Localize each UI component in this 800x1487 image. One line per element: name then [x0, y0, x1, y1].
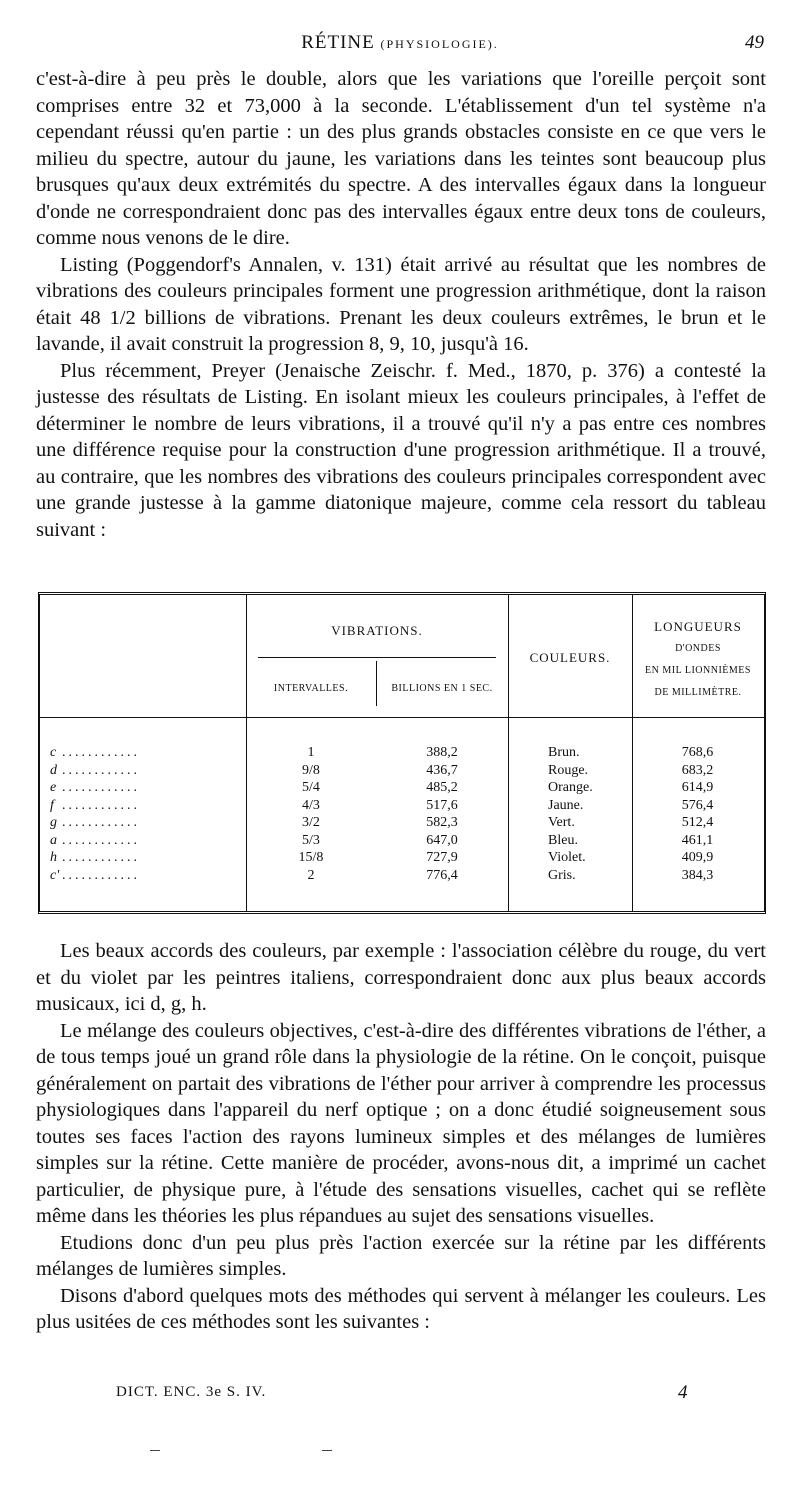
interval-cell: 4/3 — [302, 797, 320, 813]
print-mark — [150, 1450, 160, 1451]
table-row — [40, 745, 764, 763]
interval-cell: 15/8 — [298, 850, 324, 865]
leader-dots: ............ — [62, 832, 140, 848]
leader-dots: ............ — [62, 797, 140, 813]
table-row — [40, 780, 764, 798]
color-cell: Orange. — [548, 780, 593, 795]
header-longueurs: LONGUEURS — [654, 619, 742, 634]
header-subtitle: (PHYSIOLOGIE). — [380, 37, 499, 51]
billions-cell: 485,2 — [426, 780, 458, 795]
length-cell: 576,4 — [681, 797, 714, 813]
billions-cell: 727,9 — [426, 850, 458, 865]
billions-cell: 776,4 — [426, 867, 458, 883]
length-cell: 614,9 — [681, 780, 714, 795]
interval-cell: 1 — [307, 745, 315, 760]
running-title — [0, 32, 800, 54]
interval-cell: 5/4 — [302, 780, 320, 795]
color-cell: Jaune. — [548, 797, 584, 813]
interval-cell: 3/2 — [302, 815, 320, 830]
length-cell: 461,1 — [681, 832, 714, 848]
leader-dots: ............ — [62, 850, 140, 865]
note-cell: c — [50, 745, 57, 760]
header-couleurs: COULEURS. — [529, 650, 611, 665]
color-cell: Bleu. — [548, 832, 578, 848]
table-row — [40, 833, 764, 851]
print-mark — [322, 1450, 332, 1451]
header-millionniemes: EN MIL LIONNIÈMES — [645, 665, 751, 676]
header-intervalles: INTERVALLES. — [273, 683, 349, 694]
length-cell: 683,2 — [681, 762, 714, 778]
color-cell: Gris. — [548, 867, 576, 883]
table-rule — [258, 657, 496, 658]
paragraph: Listing (Poggendorf's Annalen, v. 131) était arrivé au résultat que les nombres de vibrations des couleurs principales forment une progression arithmétique, dont la raison était 48 1/2 billions de vibrations. Prenant les deux couleurs extrêmes, le brun et le lavande, il avait construit la progression 8, 9, 10, jusqu'à 16. — [36, 253, 766, 355]
length-cell: 768,6 — [681, 745, 714, 760]
table-row — [40, 815, 764, 833]
table-row — [40, 868, 764, 886]
note-cell: f — [50, 797, 54, 813]
note-cell: a — [50, 832, 57, 848]
billions-cell: 647,0 — [426, 832, 458, 848]
paragraph: Les beaux accords des couleurs, par exemple : l'association célèbre du rouge, du vert et du violet par les peintres italiens, correspondraient donc aux plus beaux accords musicaux, ici d, g, h. — [36, 940, 766, 1015]
note-cell: h — [50, 850, 57, 865]
signature-line: DICT. ENC. 3e S. IV. — [116, 1384, 267, 1400]
header-title: RÉTINE — [301, 32, 375, 53]
note-cell: e — [50, 780, 57, 795]
paragraph: c'est-à-dire à peu près le double, alors que les variations que l'oreille perçoit sont comprises entre 32 et 73,000 à la seconde. L'établissement d'un tel système n'a cependant réussi qu'en partie : un des plus grands obstacles consiste en ce que vers le milieu du spectre, autour du jaune, les variations dans les teintes sont beaucoup plus brusques qu'aux deux extrémités du spectre. A des intervalles égaux dans la longueur d'onde ne correspondraient donc pas des intervalles égaux entre deux tons de couleurs, comme nous venons de le dire. — [36, 68, 766, 249]
leader-dots: ............ — [62, 867, 140, 883]
table-rule — [40, 717, 764, 718]
billions-cell: 517,6 — [426, 797, 458, 813]
note-cell: c' — [50, 867, 60, 883]
vibrations-table — [38, 592, 766, 914]
billions-cell: 388,2 — [426, 745, 458, 760]
billions-cell: 582,3 — [426, 815, 458, 830]
header-vibrations: VIBRATIONS. — [331, 623, 423, 638]
paragraph: Etudions donc d'un peu plus près l'action exercée sur la rétine par les différents mélanges de lumières simples. — [36, 1231, 766, 1280]
interval-cell: 2 — [307, 867, 315, 883]
color-cell: Violet. — [548, 850, 586, 865]
length-cell: 512,4 — [681, 815, 714, 830]
paragraph: Disons d'abord quelques mots des méthodes qui servent à mélanger les couleurs. Les plus usitées de ces méthodes sont les suivantes : — [36, 1284, 766, 1333]
note-cell: g — [50, 815, 57, 830]
page-number: 49 — [745, 32, 764, 53]
paragraph: Plus récemment, Preyer (Jenaische Zeischr. f. Med., 1870, p. 376) a contesté la justesse des résultats de Listing. En isolant mieux les couleurs principales, à l'effet de déterminer le nombre de leurs vibrations, il a trouvé qu'il n'y a pas entre ces nombres une différence requise pour la construction d'une progression arithmétique. Il a trouvé, au contraire, que les nombres des vibrations des couleurs principales correspondent avec une grande justesse à la gamme diatonique majeure, comme cela ressort du tableau suivant : — [36, 359, 766, 541]
color-cell: Brun. — [548, 745, 580, 760]
header-billions: BILLIONS EN 1 SEC. — [391, 683, 493, 694]
billions-cell: 436,7 — [426, 762, 458, 778]
length-cell: 384,3 — [681, 867, 714, 883]
header-millimetre: DE MILLIMÈTRE. — [654, 687, 742, 698]
table-row — [40, 798, 764, 816]
color-cell: Rouge. — [548, 762, 589, 778]
running-header — [0, 30, 800, 60]
table-row — [40, 763, 764, 781]
color-cell: Vert. — [548, 815, 575, 830]
leader-dots: ............ — [62, 762, 140, 778]
leader-dots: ............ — [62, 780, 140, 795]
note-cell: d — [50, 762, 57, 778]
header-ondes: D'ONDES — [675, 643, 721, 654]
length-cell: 409,9 — [681, 850, 714, 865]
interval-cell: 9/8 — [302, 762, 320, 778]
table-row — [40, 850, 764, 868]
interval-cell: 5/3 — [302, 832, 320, 848]
body-text-bottom — [36, 938, 766, 1336]
sheet-number: 4 — [678, 1382, 688, 1403]
leader-dots: ............ — [62, 745, 140, 760]
leader-dots: ............ — [62, 815, 140, 830]
paragraph: Le mélange des couleurs objectives, c'est-à-dire des différentes vibrations de l'éther, a de tous temps joué un grand rôle dans la physiologie de la rétine. On le conçoit, puisque généralement on partait des vibrations de l'éther pour arriver à comprendre les processus physiologiques dans l'appareil du nerf optique ; on a donc étudié soigneusement sous toutes ses faces l'action des rayons lumineux simples et des mélanges de lumières simples sur la rétine. Cette manière de procéder, avons-nous dit, a imprimé un cachet particulier, de physique pure, à l'étude des sensations visuelles, cachet qui se reflète même dans les théories les plus répandues au sujet des sensations visuelles. — [36, 1019, 766, 1227]
body-text-top — [36, 66, 766, 543]
